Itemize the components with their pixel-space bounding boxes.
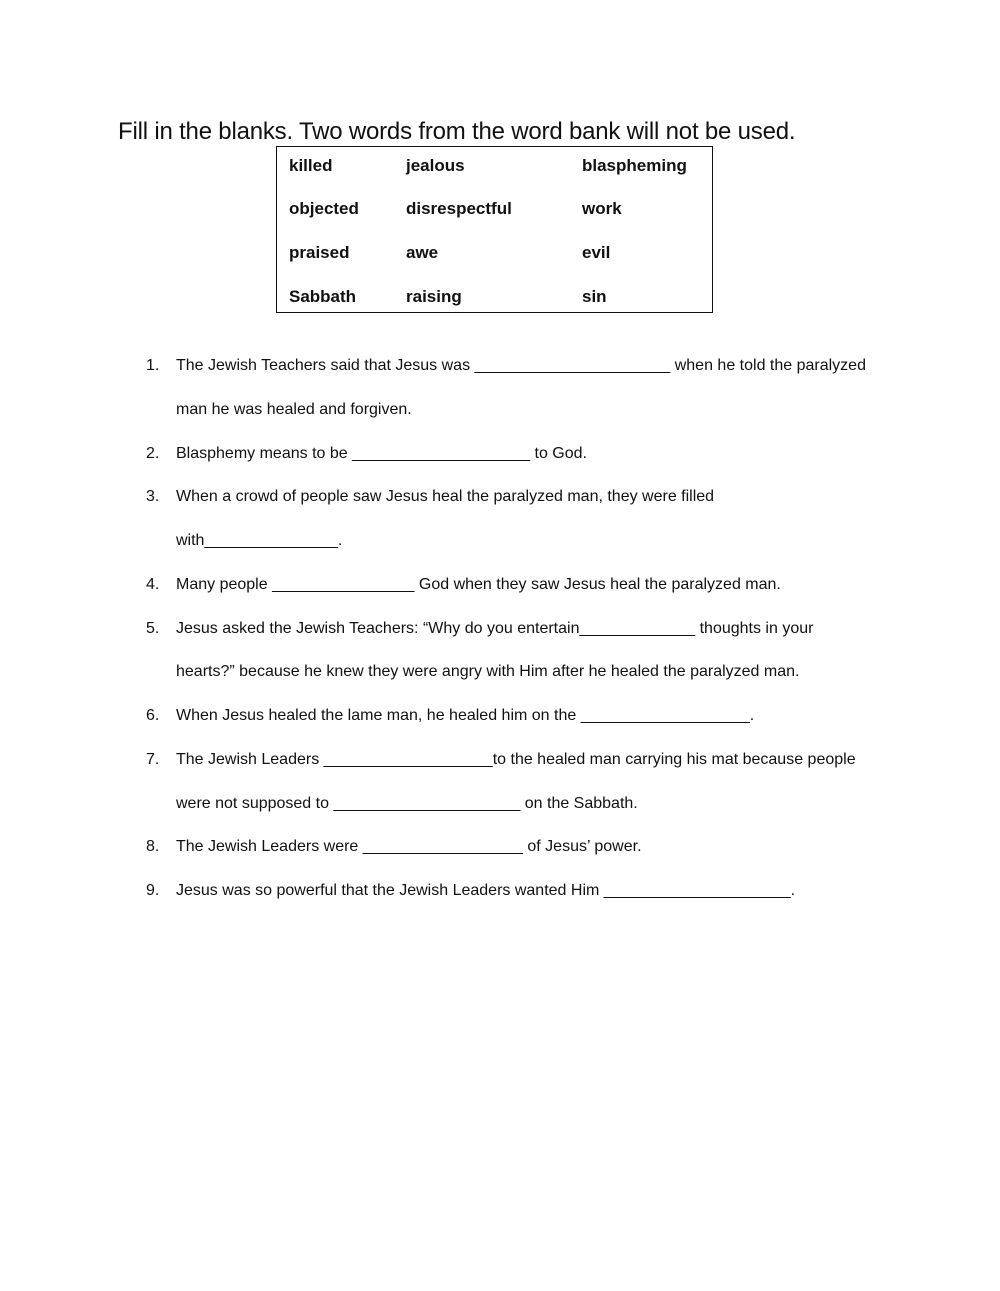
word-bank-word: raising <box>406 287 462 306</box>
question-text: Many people ________________ God when they saw Jesus heal the paralyzed man. <box>176 576 781 593</box>
question-number: 3. <box>146 488 160 505</box>
word-bank-row <box>277 197 712 221</box>
word-bank-word: work <box>582 199 622 218</box>
word-bank-word: Sabbath <box>289 287 357 306</box>
question-number: 1. <box>146 357 160 374</box>
word-bank <box>276 146 713 313</box>
word-bank-word: disrespectful <box>406 199 512 218</box>
word-bank-row <box>277 154 712 178</box>
question-text: The Jewish Teachers said that Jesus was ______________________ when he told the paralyzed <box>176 357 866 374</box>
word-bank-word: objected <box>289 199 359 218</box>
question-text: When Jesus healed the lame man, he healed him on the ___________________. <box>176 707 755 724</box>
question-number: 9. <box>146 882 160 899</box>
question-text: Jesus asked the Jewish Teachers: “Why do you entertain_____________ thoughts in your <box>176 620 814 637</box>
question-text: man he was healed and forgiven. <box>176 401 412 418</box>
question-text: were not supposed to _____________________ on the Sabbath. <box>176 795 638 812</box>
question-text: When a crowd of people saw Jesus heal the paralyzed man, they were filled <box>176 488 715 505</box>
question-text: The Jewish Leaders were __________________ of Jesus’ power. <box>176 838 642 855</box>
question-text: with_______________. <box>176 532 343 549</box>
word-bank-word: awe <box>406 243 439 262</box>
word-bank-word: jealous <box>406 156 465 175</box>
word-bank-word: evil <box>582 243 611 262</box>
question-text: The Jewish Leaders ___________________to the healed man carrying his mat because people <box>176 751 856 768</box>
question-text: Blasphemy means to be ____________________ to God. <box>176 445 587 462</box>
question-text: hearts?” because he knew they were angry with Him after he healed the paralyzed man. <box>176 663 800 680</box>
word-bank-row <box>277 285 712 309</box>
question-number: 6. <box>146 707 160 724</box>
word-bank-word: blaspheming <box>582 156 687 175</box>
word-bank-word: killed <box>289 156 333 175</box>
question-text: Jesus was so powerful that the Jewish Leaders wanted Him _____________________. <box>176 882 796 899</box>
question-number: 5. <box>146 620 160 637</box>
worksheet-instructions: Fill in the blanks. Two words from the word bank will not be used. <box>118 118 796 145</box>
word-bank-word: sin <box>582 287 607 306</box>
question-number: 2. <box>146 445 160 462</box>
question-number: 4. <box>146 576 160 593</box>
word-bank-row <box>277 241 712 265</box>
word-bank-word: praised <box>289 243 350 262</box>
question-number: 8. <box>146 838 160 855</box>
question-number: 7. <box>146 751 160 768</box>
